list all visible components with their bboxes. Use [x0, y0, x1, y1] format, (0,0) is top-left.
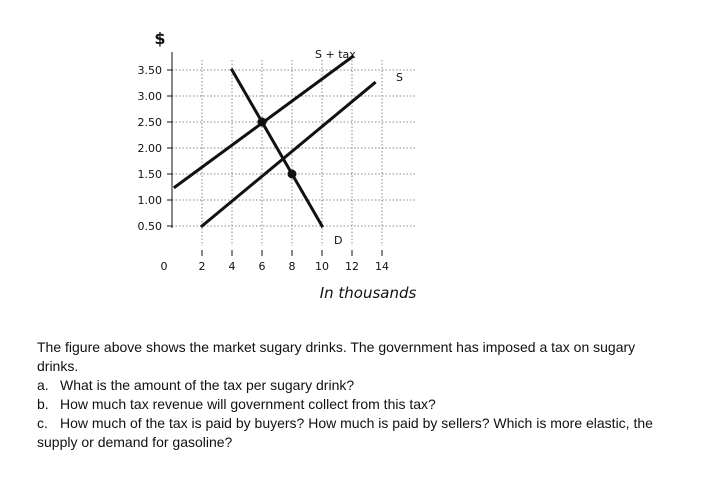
equilibrium-point [258, 118, 267, 127]
question-text: How much of the tax is paid by buyers? How much is paid by sellers? Which is more elastic, the supply or demand for gasoline? [37, 415, 653, 450]
x-tick-label: 6 [258, 260, 266, 273]
question-marker: c. [37, 415, 48, 431]
y-tick-label: 2.50 [137, 116, 162, 129]
x-tick-label: 12 [345, 260, 359, 273]
intro-paragraph: The figure above shows the market sugary drinks. The government has imposed a tax on sugary drinks. [37, 339, 636, 374]
question-c [37, 414, 677, 452]
x-tick-label: 10 [315, 260, 329, 273]
question-b [37, 395, 677, 414]
x-tick-label: 8 [288, 260, 296, 273]
y-tick-label: 3.50 [137, 64, 162, 77]
series-label: D [334, 234, 343, 247]
chart-lines [175, 57, 375, 226]
question-block [37, 338, 677, 452]
equilibrium-point [288, 170, 297, 179]
question-text: What is the amount of the tax per sugary drink? [60, 377, 355, 393]
series-label: S + tax [315, 48, 356, 61]
question-marker: b. [37, 396, 49, 412]
x-tick-label: 14 [375, 260, 389, 273]
y-tick-label: 2.00 [137, 142, 162, 155]
y-tick-label: 3.00 [137, 90, 162, 103]
y-tick-label: 0.50 [137, 220, 162, 233]
series-label: S [396, 71, 403, 84]
chart-grid [172, 60, 416, 246]
y-axis-label: $ [154, 29, 166, 48]
question-text: How much tax revenue will government collect from this tax? [60, 396, 436, 412]
x-tick-label: 0 [160, 260, 168, 273]
question-a [37, 376, 677, 395]
y-tick-label: 1.00 [137, 194, 162, 207]
question-list [37, 376, 677, 452]
x-tick-label: 4 [228, 260, 236, 273]
x-axis-label: In thousands [319, 284, 417, 302]
chart-axes [167, 52, 382, 256]
question-marker: a. [37, 377, 49, 393]
x-tick-label: 2 [198, 260, 206, 273]
y-tick-label: 1.50 [137, 168, 162, 181]
